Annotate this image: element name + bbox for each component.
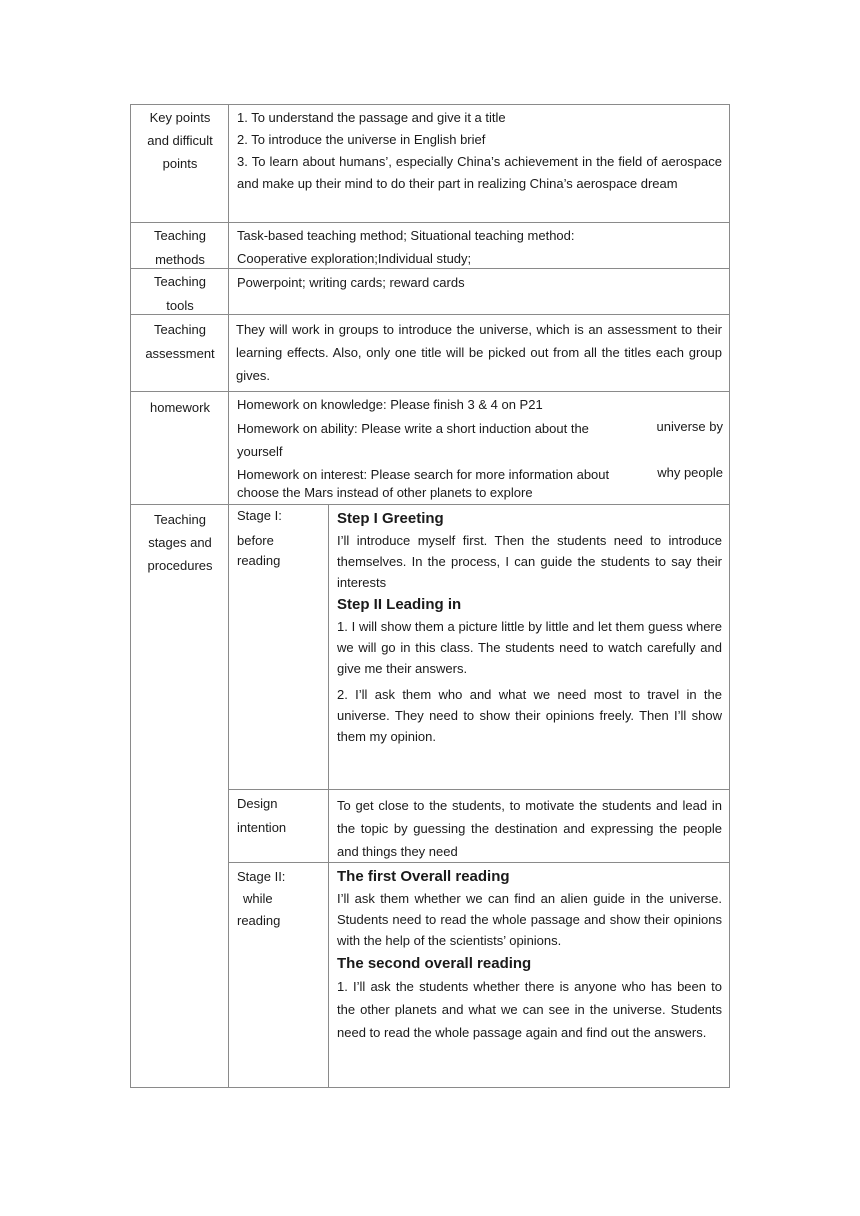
key-points-label: Key points and difficult points bbox=[147, 110, 213, 171]
stage1-sub: before reading bbox=[237, 533, 281, 568]
step2-paragraph: 2. I’ll ask them who and what we need most to travel in the universe. They need to show their opinions freely. Then I’ll show them my opinion. bbox=[337, 687, 722, 744]
inner-column-divider bbox=[328, 504, 329, 1088]
homework-interest-end: why people bbox=[657, 465, 723, 480]
teaching-methods-label: Teaching methods bbox=[153, 228, 207, 267]
stage2-sub: while reading bbox=[237, 891, 281, 928]
table-border-left bbox=[130, 104, 131, 1088]
reading2-title: The second overall reading bbox=[337, 955, 532, 972]
key-point-item: 2. To introduce the universe in English brief bbox=[237, 132, 486, 147]
row-divider bbox=[130, 504, 730, 505]
column-divider bbox=[228, 104, 229, 1088]
stage1-name: Stage I: bbox=[237, 508, 282, 523]
stage2-content bbox=[337, 865, 722, 1044]
step2-paragraph: 1. I will show them a picture little by little and let them guess where we will go in this class. The students need to watch carefully and give me their answers. bbox=[337, 619, 722, 676]
table-border-top bbox=[130, 104, 730, 105]
step1-text: I’ll introduce myself first. Then the students need to introduce themselves. In the process, I can guide the students to say their interests bbox=[337, 533, 722, 590]
table-border-bottom bbox=[130, 1087, 730, 1088]
step1-title: Step I Greeting bbox=[337, 510, 444, 527]
teaching-methods-content bbox=[237, 224, 722, 270]
key-point-item: 3. To learn about humans’, especially China’s achievement in the field of aerospace and make up their mind to do their part in realizing China’s aerospace dream bbox=[237, 154, 722, 191]
stage1-label bbox=[237, 506, 325, 571]
teaching-assessment-label: Teaching assessment bbox=[145, 322, 215, 361]
sub-row-divider bbox=[228, 789, 730, 790]
stage2-name: Stage II: bbox=[237, 869, 286, 884]
row-divider bbox=[130, 391, 730, 392]
reading2-text: 1. I’ll ask the students whether there is anyone who has been to the other planets and what we can see in the universe. Students need to read the whole passage again and find out the answers. bbox=[337, 979, 722, 1040]
homework-interest: Homework on interest: Please search for more information about bbox=[237, 467, 610, 482]
homework-interest-cont: choose the Mars instead of other planets to explore bbox=[237, 485, 533, 500]
homework-ability: Homework on ability: Please write a short induction about the bbox=[237, 421, 589, 436]
stage2-label bbox=[237, 866, 325, 932]
key-points-content bbox=[237, 107, 722, 195]
reading1-title: The first Overall reading bbox=[337, 868, 510, 885]
homework-ability-cont: yourself bbox=[237, 444, 283, 459]
reading1-text: I’ll ask them whether we can find an alien guide in the universe. Students need to read the whole passage and show their opinions with the help of the scientists’ opinions. bbox=[337, 891, 722, 948]
teaching-stages-label: Teaching stages and procedures bbox=[147, 512, 213, 573]
key-point-item: 1. To understand the passage and give it a title bbox=[237, 110, 506, 125]
homework-label: homework bbox=[150, 400, 210, 415]
method-line: Task-based teaching method; Situational teaching method: bbox=[237, 228, 575, 243]
design-intention-content: To get close to the students, to motivate the students and lead in the topic by guessing the destination and expressing the people and things they need bbox=[337, 798, 722, 859]
homework-ability-end: universe by bbox=[656, 419, 723, 434]
row-divider bbox=[130, 314, 730, 315]
step2-title: Step II Leading in bbox=[337, 596, 462, 613]
stage1-content bbox=[337, 507, 722, 747]
table-border-right bbox=[729, 104, 730, 1088]
homework-knowledge: Homework on knowledge: Please finish 3 & 4 on P21 bbox=[237, 397, 543, 412]
method-line: Cooperative exploration;Individual study; bbox=[237, 251, 472, 266]
design-intention-label: Design intention bbox=[237, 796, 287, 835]
teaching-tools-label: Teaching tools bbox=[153, 274, 207, 313]
teaching-tools-content: Powerpoint; writing cards; reward cards bbox=[237, 275, 465, 290]
row-divider bbox=[130, 222, 730, 223]
teaching-assessment-content: They will work in groups to introduce the universe, which is an assessment to their learning effects. Also, only one title will be picked out from all the titles each group gives. bbox=[236, 322, 722, 383]
